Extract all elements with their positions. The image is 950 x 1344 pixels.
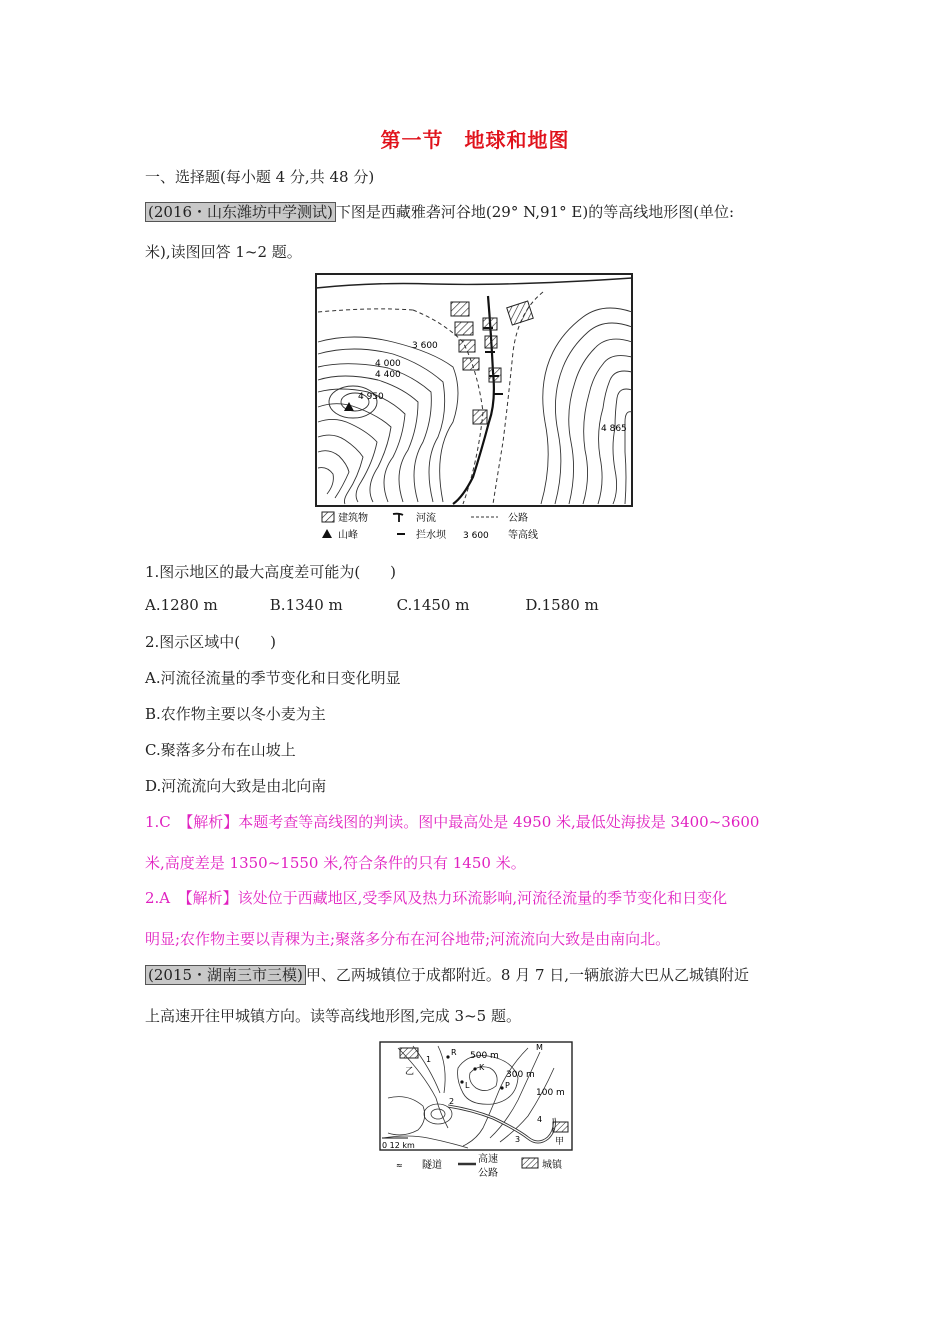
- town-jia-icon: [553, 1122, 568, 1132]
- label-M: M: [536, 1043, 543, 1052]
- answer-2-line-1: 2.A 【解析】该处位于西藏地区,受季风及热力环流影响,河流径流量的季节变化和日变化: [145, 889, 728, 907]
- label-3600: 3 600: [412, 341, 438, 351]
- legend-town: 城镇: [542, 1160, 562, 1171]
- q2-option-a: A.河流径流量的季节变化和日变化明显: [145, 669, 401, 687]
- label-4000: 4 000: [375, 359, 401, 369]
- source-tag-2016: (2016・山东潍坊中学测试): [145, 202, 336, 222]
- legend-dam: 拦水坝: [416, 530, 446, 541]
- label-route-2: 2: [449, 1097, 455, 1106]
- legend-town-icon: [522, 1158, 538, 1168]
- q1-option-d: D.1580 m: [525, 596, 599, 614]
- label-100m: 100 m: [536, 1088, 565, 1098]
- label-route-4: 4: [537, 1115, 543, 1124]
- contour-map-yarlung: [313, 272, 638, 547]
- label-K: K: [479, 1063, 485, 1072]
- legend-peak: 山峰: [338, 530, 358, 541]
- intro-1-line-2: 米),读图回答 1~2 题。: [145, 243, 302, 261]
- answer-1-line-1: 1.C 【解析】本题考查等高线图的判读。图中最高处是 4950 米,最低处海拔是 3400~3600: [145, 813, 760, 831]
- legend-highway-1: 高速: [478, 1154, 498, 1165]
- legend-tunnel: 隧道: [422, 1160, 442, 1171]
- question-1-options: [145, 596, 599, 614]
- intro-1-line-1: [145, 201, 734, 222]
- legend-building: 建筑物: [338, 513, 368, 524]
- legend-road: 公路: [508, 513, 528, 524]
- label-scale: 0 12 km: [382, 1141, 415, 1150]
- intro-2-text: 甲、乙两城镇位于成都附近。8 月 7 日,一辆旅游大巴从乙城镇附近: [305, 966, 750, 984]
- answer-2-line-2: 明显;农作物主要以青稞为主;聚落多分布在河谷地带;河流流向大致是由南向北。: [145, 930, 671, 948]
- question-1-stem: 1.图示地区的最大高度差可能为( ): [145, 563, 397, 581]
- q2-option-b: B.农作物主要以冬小麦为主: [145, 705, 326, 723]
- label-P: P: [505, 1081, 510, 1090]
- label-R: R: [451, 1048, 457, 1057]
- label-500m: 500 m: [470, 1051, 499, 1061]
- label-route-1: 1: [426, 1055, 432, 1064]
- legend-building-icon: [322, 512, 334, 522]
- label-300m: 300 m: [506, 1070, 535, 1080]
- page-title: 第一节 地球和地图: [380, 128, 570, 152]
- legend-tunnel-icon: ≈: [396, 1161, 403, 1170]
- label-L: L: [465, 1081, 470, 1090]
- q2-option-d: D.河流流向大致是由北向南: [145, 777, 327, 795]
- label-yi: 乙: [405, 1067, 415, 1077]
- source-tag-2015: (2015・湖南三市三模): [145, 965, 306, 985]
- legend-contour: 等高线: [508, 530, 538, 541]
- q1-option-b: B.1340 m: [269, 596, 343, 614]
- question-2-stem: 2.图示区域中( ): [145, 633, 277, 651]
- label-4400: 4 400: [375, 370, 401, 380]
- intro-2-line-1: [145, 964, 749, 985]
- q1-option-c: C.1450 m: [396, 596, 470, 614]
- answer-1-line-2: 米,高度差是 1350~1550 米,符合条件的只有 1450 米。: [145, 854, 526, 872]
- legend-river-icon: [393, 513, 403, 522]
- legend-contour-value: 3 600: [463, 531, 489, 541]
- label-jia: 甲: [555, 1137, 565, 1147]
- label-4865: 4 865: [601, 424, 627, 434]
- map1-legend: [322, 511, 538, 541]
- q1-option-a: A.1280 m: [145, 596, 218, 614]
- town-yi-icon: [400, 1048, 418, 1058]
- q2-option-c: C.聚落多分布在山坡上: [145, 741, 296, 759]
- legend-river: 河流: [416, 513, 436, 524]
- legend-peak-icon: [322, 529, 332, 538]
- contour-map-chengdu: [378, 1038, 578, 1188]
- intro-1-text: 下图是西藏雅砻河谷地(29° N,91° E)的等高线地形图(单位:: [335, 203, 735, 221]
- label-4950: 4 950: [358, 392, 384, 402]
- map2-legend: [396, 1152, 563, 1179]
- label-route-3: 3: [515, 1135, 521, 1144]
- section-heading: 一、选择题(每小题 4 分,共 48 分): [145, 168, 375, 186]
- intro-2-line-2: 上高速开往甲城镇方向。读等高线地形图,完成 3~5 题。: [145, 1007, 521, 1025]
- legend-highway-2: 公路: [478, 1168, 498, 1179]
